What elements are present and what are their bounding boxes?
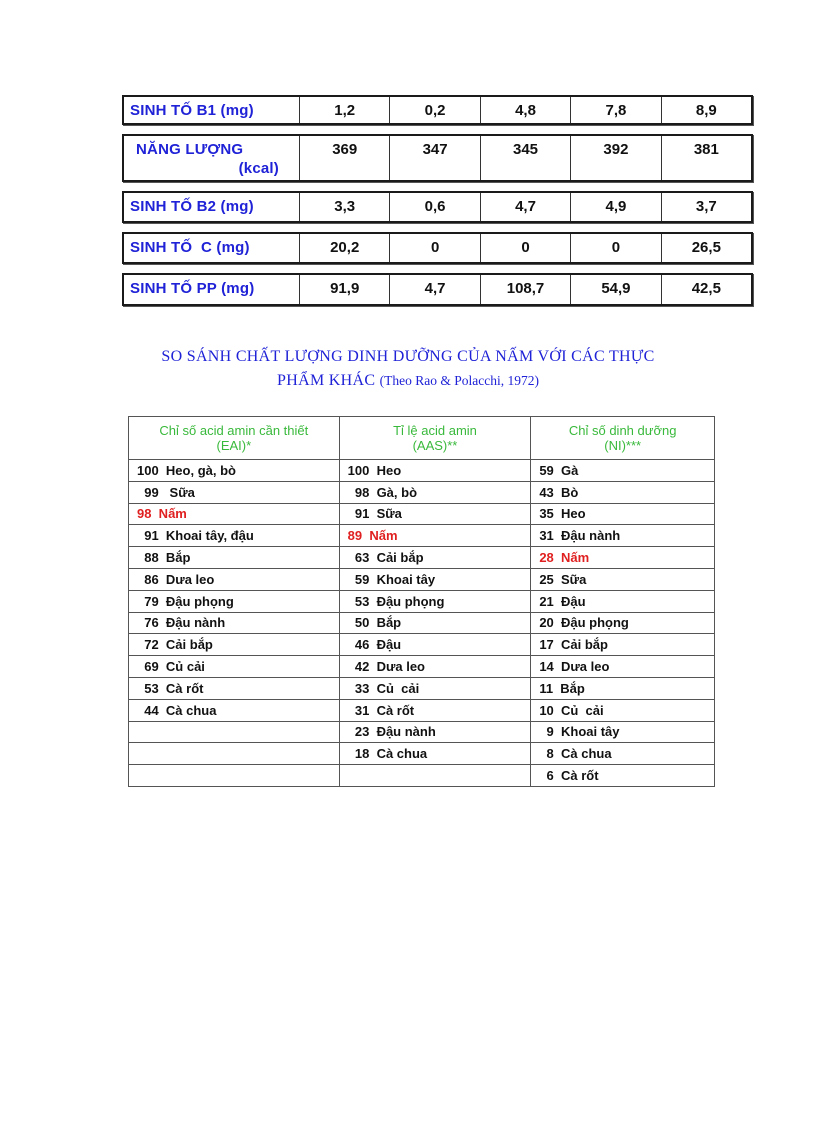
table-row <box>129 612 715 634</box>
cell-aas <box>339 765 531 787</box>
heading-line2-wrap <box>0 372 816 390</box>
cell-value: 345 <box>481 136 571 180</box>
table-row <box>129 721 715 743</box>
cell-ni: 59 Gà <box>531 460 715 482</box>
nutrient-row-b2 <box>122 191 753 223</box>
row-label-line2: (kcal) <box>238 160 279 177</box>
cell-aas: 50 Bắp <box>339 612 531 634</box>
cell-value: 91,9 <box>300 275 390 304</box>
table-header-row <box>129 417 715 460</box>
cell-value: 0 <box>571 234 661 262</box>
nutrient-row-c <box>122 232 753 264</box>
cell-ni: 43 Bò <box>531 481 715 503</box>
cell-ni: 25 Sữa <box>531 568 715 590</box>
cell-eai: 86 Dưa leo <box>129 568 340 590</box>
comparison-table <box>128 416 715 787</box>
cell-ni: 9 Khoai tây <box>531 721 715 743</box>
cell-value: 20,2 <box>300 234 390 262</box>
cell-aas: 18 Cà chua <box>339 743 531 765</box>
section-heading <box>0 348 816 390</box>
row-label: SINH TỐ C (mg) <box>124 234 300 262</box>
cell-value: 3,7 <box>695 198 717 215</box>
cell-value: 1,2 <box>300 97 390 123</box>
table-row <box>129 699 715 721</box>
nutrient-row-pp <box>122 273 753 306</box>
cell-aas: 98 Gà, bò <box>339 481 531 503</box>
cell-eai: 91 Khoai tây, đậu <box>129 525 340 547</box>
cell-ni: 11 Bắp <box>531 677 715 699</box>
cell-value: 4,8 <box>481 97 571 123</box>
cell-value: 0,2 <box>390 97 480 123</box>
cell-ni: 21 Đậu <box>531 590 715 612</box>
cell-value: 54,9 <box>571 275 661 304</box>
cell-ni: 10 Củ cải <box>531 699 715 721</box>
cell-ni: 8 Cà chua <box>531 743 715 765</box>
header-line1: Chỉ số dinh dưỡng <box>568 423 677 438</box>
cell-value: 42,5 <box>691 280 721 297</box>
cell-ni: 14 Dưa leo <box>531 656 715 678</box>
table-row <box>129 568 715 590</box>
cell-eai: 69 Củ cải <box>129 656 340 678</box>
cell-value: 4,9 <box>571 193 661 221</box>
cell-eai: 76 Đậu nành <box>129 612 340 634</box>
row-label: SINH TỐ B1 (mg) <box>124 97 300 123</box>
cell-ni-highlight: 28 Nấm <box>531 547 715 569</box>
cell-aas: 91 Sữa <box>339 503 531 525</box>
cell-value: 3,3 <box>300 193 390 221</box>
heading-source: (Theo Rao & Polacchi, 1972) <box>379 373 539 388</box>
cell-value: 7,8 <box>571 97 661 123</box>
cell-value: 4,7 <box>481 193 571 221</box>
cell-ni: 20 Đậu phọng <box>531 612 715 634</box>
table-row <box>129 503 715 525</box>
cell-ni: 17 Cải bắp <box>531 634 715 656</box>
cell-aas: 63 Cải bắp <box>339 547 531 569</box>
cell-value: 0,6 <box>390 193 480 221</box>
table-row <box>129 481 715 503</box>
cell-value: 4,7 <box>390 275 480 304</box>
nutrient-row-energy <box>122 134 753 182</box>
cell-eai: 44 Cà chua <box>129 699 340 721</box>
cell-eai-highlight: 98 Nấm <box>129 503 340 525</box>
heading-line1: SO SÁNH CHẤT LƯỢNG DINH DƯỠNG CỦA NẤM VỚI CÁC THỰC <box>161 348 655 365</box>
cell-value: 108,7 <box>481 275 571 304</box>
nutrient-row-b1 <box>122 95 753 125</box>
table-row <box>129 547 715 569</box>
cell-value: 0 <box>390 234 480 262</box>
cell-eai: 99 Sữa <box>129 481 340 503</box>
cell-eai <box>129 765 340 787</box>
cell-ni: 35 Heo <box>531 503 715 525</box>
cell-eai: 100 Heo, gà, bò <box>129 460 340 482</box>
table-row <box>129 765 715 787</box>
cell-value: 26,5 <box>691 239 721 256</box>
header-line2: (EAI)* <box>216 438 252 453</box>
row-label: SINH TỐ B2 (mg) <box>124 193 300 221</box>
cell-eai: 79 Đậu phọng <box>129 590 340 612</box>
cell-eai: 88 Bắp <box>129 547 340 569</box>
cell-aas: 23 Đậu nành <box>339 721 531 743</box>
cell-value: 8,9 <box>695 102 717 119</box>
heading-line2: PHẨM KHÁC <box>277 372 376 389</box>
cell-eai <box>129 743 340 765</box>
table-row <box>129 743 715 765</box>
row-label-line1: NĂNG LƯỢNG <box>136 141 244 158</box>
cell-aas: 42 Dưa leo <box>339 656 531 678</box>
cell-aas: 53 Đậu phọng <box>339 590 531 612</box>
header-eai <box>129 417 340 460</box>
cell-eai: 53 Cà rốt <box>129 677 340 699</box>
row-label <box>124 136 300 180</box>
table-row <box>129 525 715 547</box>
cell-aas: 31 Cà rốt <box>339 699 531 721</box>
cell-ni: 6 Cà rốt <box>531 765 715 787</box>
cell-ni: 31 Đậu nành <box>531 525 715 547</box>
table-row <box>129 460 715 482</box>
table-row <box>129 677 715 699</box>
cell-value: 392 <box>571 136 661 180</box>
cell-aas: 59 Khoai tây <box>339 568 531 590</box>
table-row <box>129 634 715 656</box>
table-row <box>129 590 715 612</box>
cell-aas: 46 Đậu <box>339 634 531 656</box>
cell-value: 0 <box>481 234 571 262</box>
row-label: SINH TỐ PP (mg) <box>124 275 300 304</box>
cell-eai: 72 Cải bắp <box>129 634 340 656</box>
cell-eai <box>129 721 340 743</box>
header-line1: Tỉ lệ acid amin <box>393 423 477 438</box>
cell-value: 369 <box>300 136 390 180</box>
header-aas <box>339 417 531 460</box>
header-ni <box>531 417 715 460</box>
cell-value: 347 <box>390 136 480 180</box>
cell-aas-highlight: 89 Nấm <box>339 525 531 547</box>
header-line2: (NI)*** <box>604 438 642 453</box>
cell-value: 381 <box>693 141 719 158</box>
cell-aas: 100 Heo <box>339 460 531 482</box>
cell-aas: 33 Củ cải <box>339 677 531 699</box>
table-row <box>129 656 715 678</box>
header-line1: Chỉ số acid amin cần thiết <box>159 423 309 438</box>
header-line2: (AAS)** <box>412 438 458 453</box>
